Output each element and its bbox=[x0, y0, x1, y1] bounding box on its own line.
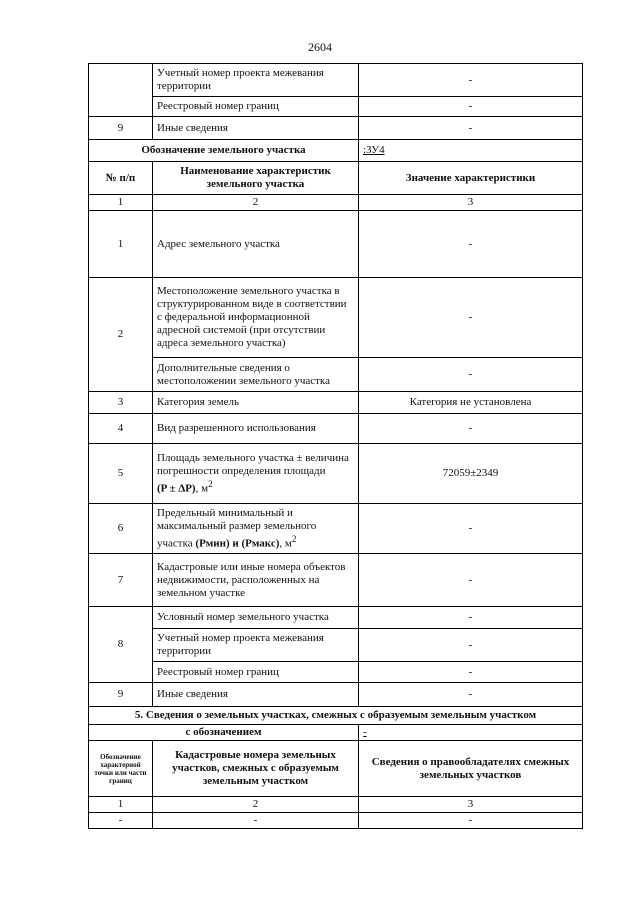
characteristic-value: - bbox=[359, 504, 583, 554]
table-row bbox=[89, 414, 583, 444]
characteristic-value: 72059±2349 bbox=[359, 444, 583, 504]
column-number: 2 bbox=[153, 797, 359, 813]
section-designation-row bbox=[89, 725, 583, 741]
column-numbers-row bbox=[89, 195, 583, 211]
row-number bbox=[89, 64, 153, 117]
characteristic-name: Местоположение земельного участка в структурированном виде в соответствии с федеральной информационной адресной системой (при отсутствии адреса земельного участка) bbox=[153, 278, 359, 358]
row-number: 8 bbox=[89, 607, 153, 683]
row-number: 3 bbox=[89, 392, 153, 414]
characteristic-name-text: Предельный минимальный и максимальный размер земельного участка bbox=[157, 506, 317, 550]
characteristic-name-unit: , м bbox=[195, 482, 209, 495]
header-name: Наименование характеристик земельного участка bbox=[153, 162, 359, 195]
characteristic-value: - bbox=[359, 662, 583, 683]
characteristic-value: - bbox=[359, 117, 583, 140]
row-number: 4 bbox=[89, 414, 153, 444]
cell-value: - bbox=[89, 813, 153, 829]
characteristic-name-unit: , м bbox=[279, 537, 292, 550]
header-num: № п/п bbox=[89, 162, 153, 195]
table-row bbox=[89, 64, 583, 97]
characteristic-name bbox=[153, 444, 359, 504]
characteristic-value: - bbox=[359, 97, 583, 117]
characteristic-name-sup: 2 bbox=[208, 478, 213, 489]
header-owners: Сведения о правообладателях смежных земельных участков bbox=[359, 741, 583, 797]
cell-value: - bbox=[359, 813, 583, 829]
plot-designation-row bbox=[89, 140, 583, 162]
column-number: 1 bbox=[89, 797, 153, 813]
characteristic-value: - bbox=[359, 211, 583, 278]
row-number: 5 bbox=[89, 444, 153, 504]
characteristic-name: Адрес земельного участка bbox=[153, 211, 359, 278]
characteristic-value: Категория не установлена bbox=[359, 392, 583, 414]
characteristic-name-formula: (Pмин) и (Pмакс) bbox=[195, 537, 280, 550]
section-header-row bbox=[89, 741, 583, 797]
row-number: 9 bbox=[89, 683, 153, 707]
characteristic-value: - bbox=[359, 683, 583, 707]
characteristic-value: - bbox=[359, 629, 583, 662]
section-designation-label: с обозначением bbox=[89, 725, 359, 741]
row-number: 2 bbox=[89, 278, 153, 392]
table-row bbox=[89, 117, 583, 140]
characteristic-name-formula: (P ± ΔP) bbox=[157, 482, 196, 495]
characteristic-name-sup: 2 bbox=[291, 533, 297, 544]
characteristic-name: Учетный номер проекта межевания территории bbox=[153, 629, 359, 662]
characteristic-name: Реестровый номер границ bbox=[153, 97, 359, 117]
characteristic-name bbox=[153, 504, 359, 554]
column-number: 3 bbox=[359, 195, 583, 211]
table-row bbox=[89, 444, 583, 504]
column-number: 3 bbox=[359, 797, 583, 813]
characteristic-value: - bbox=[359, 607, 583, 629]
plot-designation-label: Обозначение земельного участка bbox=[89, 140, 359, 162]
characteristic-name: Вид разрешенного использования bbox=[153, 414, 359, 444]
header-value: Значение характеристики bbox=[359, 162, 583, 195]
characteristic-value: - bbox=[359, 554, 583, 607]
characteristic-name: Категория земель bbox=[153, 392, 359, 414]
section-title-row bbox=[89, 707, 583, 725]
table-row bbox=[89, 392, 583, 414]
cell-value: - bbox=[153, 813, 359, 829]
characteristic-value: - bbox=[359, 64, 583, 97]
characteristic-value: - bbox=[359, 358, 583, 392]
characteristic-name: Кадастровые или иные номера объектов недвижимости, расположенных на земельном участке bbox=[153, 554, 359, 607]
table-row bbox=[89, 683, 583, 707]
table-row bbox=[89, 629, 583, 662]
table-row bbox=[89, 504, 583, 554]
plot-designation-value bbox=[359, 140, 583, 162]
table-header-row bbox=[89, 162, 583, 195]
characteristic-value: - bbox=[359, 278, 583, 358]
characteristic-name-text: Площадь земельного участка ± величина погрешности определения площади bbox=[157, 451, 349, 477]
table-row bbox=[89, 554, 583, 607]
page-number: 2604 bbox=[308, 40, 332, 54]
table-row bbox=[89, 97, 583, 117]
row-number: 9 bbox=[89, 117, 153, 140]
section-title: 5. Сведения о земельных участках, смежных с образуемым земельным участком bbox=[89, 707, 583, 725]
characteristic-name: Иные сведения bbox=[153, 117, 359, 140]
section-designation-value bbox=[359, 725, 583, 741]
row-number: 6 bbox=[89, 504, 153, 554]
table-row bbox=[89, 358, 583, 392]
land-plot-table bbox=[88, 63, 583, 829]
column-number: 2 bbox=[153, 195, 359, 211]
characteristic-name: Учетный номер проекта межевания территории bbox=[153, 64, 359, 97]
row-number: 7 bbox=[89, 554, 153, 607]
characteristic-name: Условный номер земельного участка bbox=[153, 607, 359, 629]
header-point: Обозначение характерной точки или части границ bbox=[89, 741, 153, 797]
plot-designation-text: :ЗУ4 bbox=[363, 144, 385, 156]
column-numbers-row bbox=[89, 797, 583, 813]
row-number: 1 bbox=[89, 211, 153, 278]
table-row bbox=[89, 662, 583, 683]
table-row bbox=[89, 813, 583, 829]
characteristic-name: Реестровый номер границ bbox=[153, 662, 359, 683]
table-row bbox=[89, 278, 583, 358]
table-row bbox=[89, 211, 583, 278]
column-number: 1 bbox=[89, 195, 153, 211]
header-cadastral: Кадастровые номера земельных участков, смежных с образуемым земельным участком bbox=[153, 741, 359, 797]
table-row bbox=[89, 607, 583, 629]
characteristic-name: Дополнительные сведения о местоположении земельного участка bbox=[153, 358, 359, 392]
characteristic-name: Иные сведения bbox=[153, 683, 359, 707]
characteristic-value: - bbox=[359, 414, 583, 444]
section-designation-text: - bbox=[363, 726, 367, 738]
